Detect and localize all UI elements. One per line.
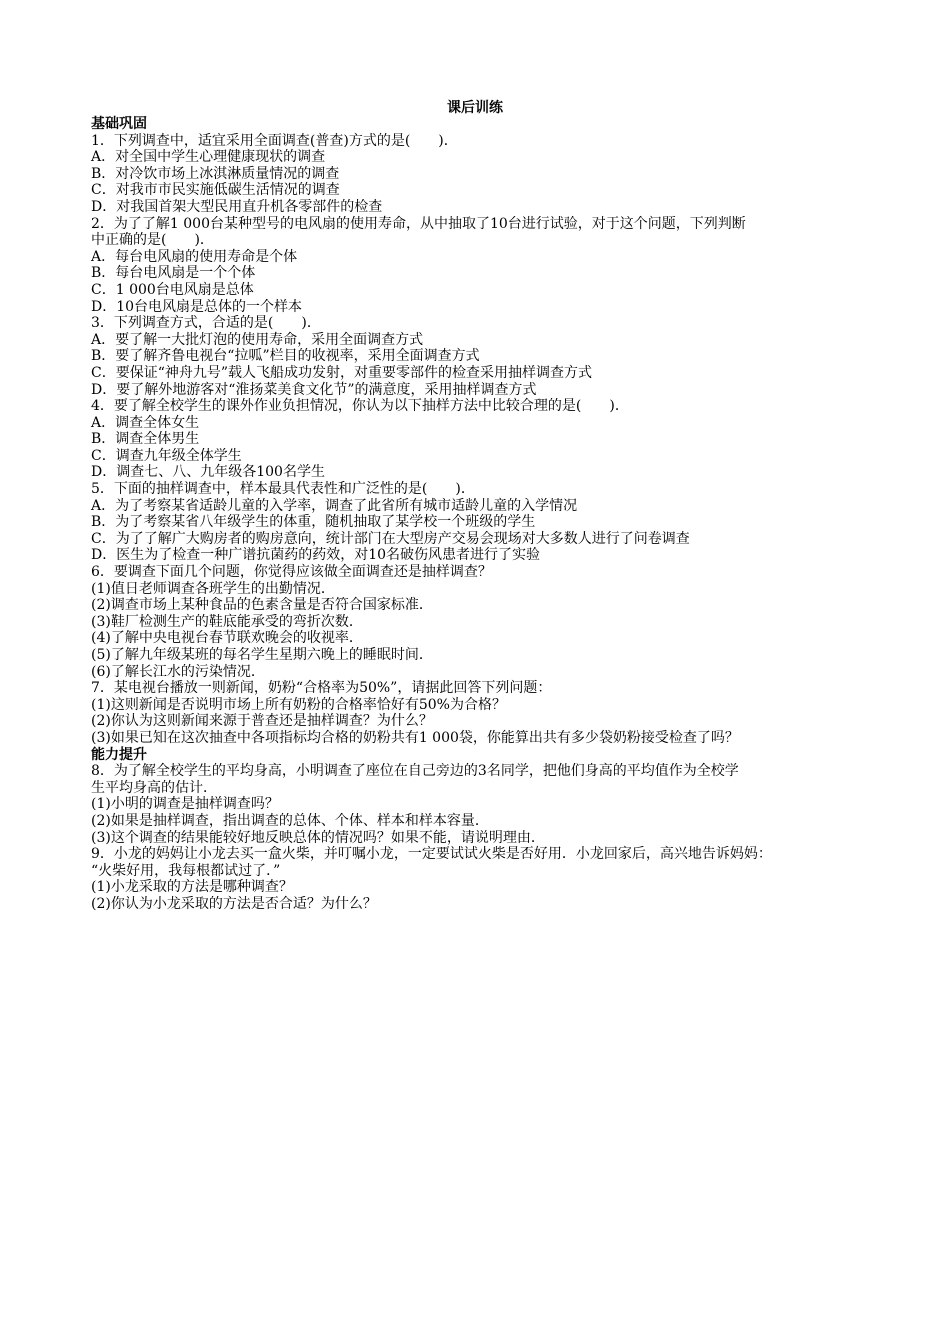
text-line: (5)了解九年级某班的每名学生星期六晚上的睡眠时间．: [91, 647, 433, 663]
text-line: 2．为了了解1 000台某种型号的电风扇的使用寿命，从中抽取了10台进行试验，对于这个问题，下列判断: [91, 215, 746, 232]
text-line: A．调查全体女生: [91, 414, 200, 431]
text-line: 生平均身高的估计．: [91, 779, 217, 796]
text-line: B．调查全体男生: [91, 431, 200, 448]
text-line: B．对冷饮市场上冰淇淋质量情况的调查: [91, 165, 340, 182]
text-line: 7．某电视台播放一则新闻，奶粉“合格率为50%”，请据此回答下列问题：: [91, 680, 552, 697]
text-line: C．要保证“神舟九号”载人飞船成功发射，对重要零部件的检查采用抽样调查方式: [91, 364, 593, 381]
text-line: (3)鞋厂检测生产的鞋底能承受的弯折次数．: [91, 613, 363, 630]
text-line: A．每台电风扇的使用寿命是个体: [91, 248, 298, 265]
section-heading: 能力提升: [91, 746, 147, 763]
text-line: (2)调查市场上某种食品的色素含量是否符合国家标准．: [91, 597, 433, 614]
text-line: (4)了解中央电视台春节联欢晚会的收视率．: [91, 630, 363, 647]
text-line: (6)了解长江水的污染情况．: [91, 663, 265, 680]
text-line: B．为了考察某省八年级学生的体重，随机抽取了某学校一个班级的学生: [91, 514, 536, 531]
text-line: C．对我市市民实施低碳生活情况的调查: [91, 182, 340, 199]
text-line: (1)小明的调查是抽样调查吗？: [91, 796, 279, 813]
text-line: 中正确的是( )．: [91, 232, 214, 249]
text-line: 4．要了解全校学生的课外作业负担情况，你认为以下抽样方法中比较合理的是( )．: [91, 398, 629, 415]
text-line: 3．下列调查方式，合适的是( )．: [91, 315, 321, 332]
text-line: “火柴好用，我每根都试过了．”: [91, 862, 281, 879]
text-line: 6．要调查下面几个问题，你觉得应该做全面调查还是抽样调查？: [91, 564, 492, 581]
text-line: 9．小龙的妈妈让小龙去买一盒火柴，并叮嘱小龙，一定要试试火柴是否好用．小龙回家后，高兴地告诉妈妈：: [91, 846, 772, 863]
text-line: A．为了考察某省适龄儿童的入学率，调查了此省所有城市适龄儿童的入学情况: [91, 497, 578, 514]
text-line: (1)这则新闻是否说明市场上所有奶粉的合格率恰好有50%为合格？: [91, 696, 506, 713]
text-line: D．调查七、八、九年级各100名学生: [91, 464, 325, 481]
text-line: D．10台电风扇是总体的一个样本: [91, 298, 303, 315]
text-line: C．调查九年级全体学生: [91, 447, 242, 464]
text-line: 8．为了解全校学生的平均身高，小明调查了座位在自己旁边的3名同学，把他们身高的平均值作为全校学: [91, 763, 739, 780]
text-line: 5．下面的抽样调查中，样本最具代表性和广泛性的是( )．: [91, 481, 475, 498]
text-line: D．要了解外地游客对“淮扬菜美食文化节”的满意度，采用抽样调查方式: [91, 381, 537, 398]
worksheet-content: [91, 116, 871, 913]
text-line: A．对全国中学生心理健康现状的调查: [91, 149, 326, 166]
page-title: 课后训练: [447, 100, 503, 116]
text-line: (3)如果已知在这次抽查中各项指标均合格的奶粉共有1 000袋，你能算出共有多少袋奶粉接受检查了吗？: [91, 729, 739, 746]
text-line: D．对我国首架大型民用直升机各零部件的检查: [91, 198, 383, 215]
text-line: 1．下列调查中，适宜采用全面调查(普查)方式的是( )．: [91, 132, 458, 149]
text-line: (1)值日老师调查各班学生的出勤情况．: [91, 580, 335, 597]
text-line: B．要了解齐鲁电视台“拉呱”栏目的收视率，采用全面调查方式: [91, 348, 480, 365]
text-line: D．医生为了检查一种广谱抗菌药的药效，对10名破伤风患者进行了实验: [91, 547, 541, 564]
text-line: (3)这个调查的结果能较好地反映总体的情况吗？如果不能，请说明理由．: [91, 829, 545, 846]
text-line: (2)如果是抽样调查，指出调查的总体、个体、样本和样本容量．: [91, 812, 489, 829]
text-line: B．每台电风扇是一个个体: [91, 265, 256, 282]
text-line: C．1 000台电风扇是总体: [91, 281, 254, 298]
text-line: (2)你认为这则新闻来源于普查还是抽样调查？为什么？: [91, 713, 433, 730]
text-line: C．为了了解广大购房者的购房意向，统计部门在大型房产交易会现场对大多数人进行了问卷调查: [91, 530, 690, 547]
section-heading: 基础巩固: [91, 116, 147, 132]
text-line: (1)小龙采取的方法是哪种调查？: [91, 879, 293, 896]
text-line: (2)你认为小龙采取的方法是否合适？为什么？: [91, 895, 377, 912]
text-line: A．要了解一大批灯泡的使用寿命，采用全面调查方式: [91, 331, 424, 348]
